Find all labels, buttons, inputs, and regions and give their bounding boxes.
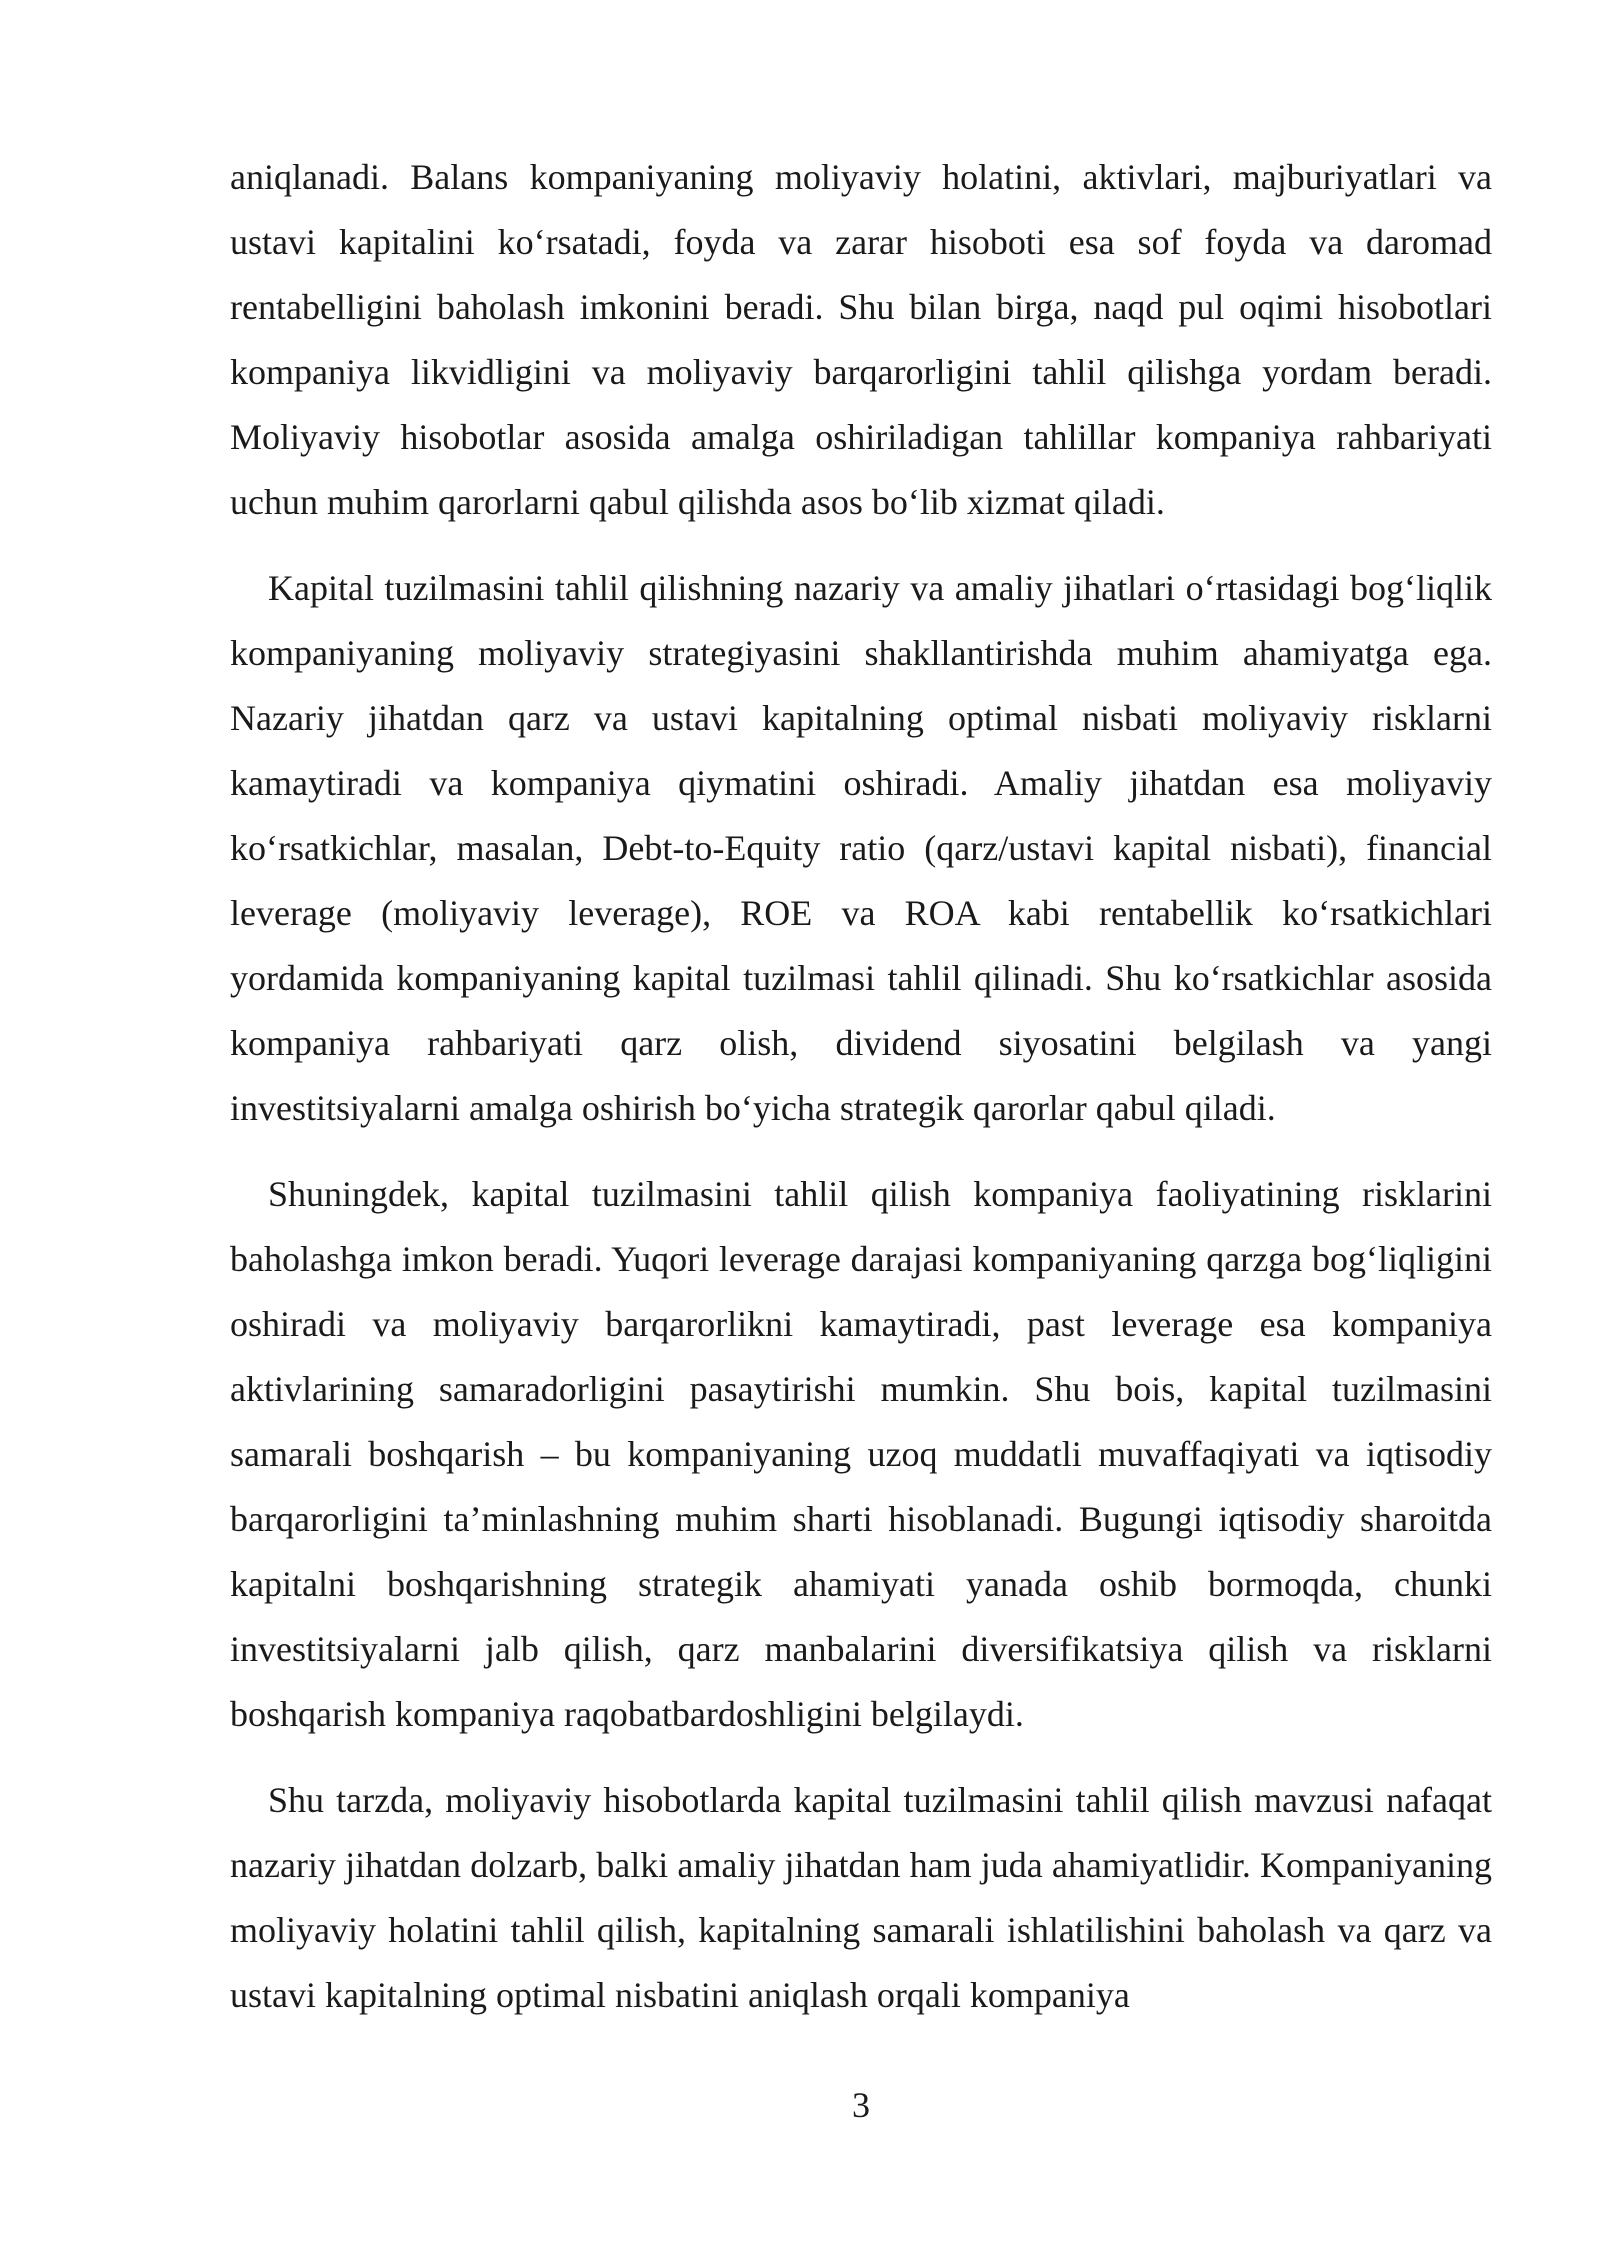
body-text: [230, 145, 1492, 2049]
paragraph-conclusion: Shu tarzda, moliyaviy hisobotlarda kapital tuzilmasini tahlil qilish mavzusi nafaqat nazariy jihatdan dolzarb, balki amaliy jihatdan ham juda ahamiyatlidir. Kompaniyaning moliyaviy holatini tahlil qilish, kapitalning samarali ishlatilishini baholash va qarz va ustavi kapitalning optimal nisbatini aniqlash orqali kompaniya: [230, 1780, 1492, 2015]
paragraph-risk-assessment: Shuningdek, kapital tuzilmasini tahlil qilish kompaniya faoliyatining risklarini baholashga imkon beradi. Yuqori leverage darajasi kompaniyaning qarzga bog‘liqligini oshiradi va moliyaviy barqarorlikni kamaytiradi, past leverage esa kompaniya aktivlarining samaradorligini pasaytirishi mumkin. Shu bois, kapital tuzilmasini samarali boshqarish – bu kompaniyaning uzoq muddatli muvaffaqiyati va iqtisodiy barqarorligini ta’minlashning muhim sharti hisoblanadi. Bugungi iqtisodiy sharoitda kapitalni boshqarishning strategik ahamiyati yanada oshib bormoqda, chunki investitsiyalarni jalb qilish, qarz manbalarini diversifikatsiya qilish va risklarni boshqarish kompaniya raqobatbardoshligini belgilaydi.: [230, 1174, 1492, 1734]
paragraph-continuation: aniqlanadi. Balans kompaniyaning moliyaviy holatini, aktivlari, majburiyatlari va ustavi kapitalini ko‘rsatadi, foyda va zarar hisoboti esa sof foyda va daromad rentabelligini baholash imkonini beradi. Shu bilan birga, naqd pul oqimi hisobotlari kompaniya likvidligini va moliyaviy barqarorligini tahlil qilishga yordam beradi. Moliyaviy hisobotlar asosida amalga oshiriladigan tahlillar kompaniya rahbariyati uchun muhim qarorlarni qabul qilishda asos bo‘lib xizmat qiladi.: [230, 157, 1492, 522]
paragraph-capital-structure-relation: Kapital tuzilmasini tahlil qilishning nazariy va amaliy jihatlari o‘rtasidagi bog‘liqlik kompaniyaning moliyaviy strategiyasini shakllantirishda muhim ahamiyatga ega. Nazariy jihatdan qarz va ustavi kapitalning optimal nisbati moliyaviy risklarni kamaytiradi va kompaniya qiymatini oshiradi. Amaliy jihatdan esa moliyaviy ko‘rsatkichlar, masalan, Debt-to-Equity ratio (qarz/ustavi kapital nisbati), financial leverage (moliyaviy leverage), ROE va ROA kabi rentabellik ko‘rsatkichlari yordamida kompaniyaning kapital tuzilmasi tahlil qilinadi. Shu ko‘rsatkichlar asosida kompaniya rahbariyati qarz olish, dividend siyosatini belgilash va yangi investitsiyalarni amalga oshirish bo‘yicha strategik qarorlar qabul qiladi.: [230, 568, 1492, 1128]
page-number: 3: [852, 2085, 870, 2125]
